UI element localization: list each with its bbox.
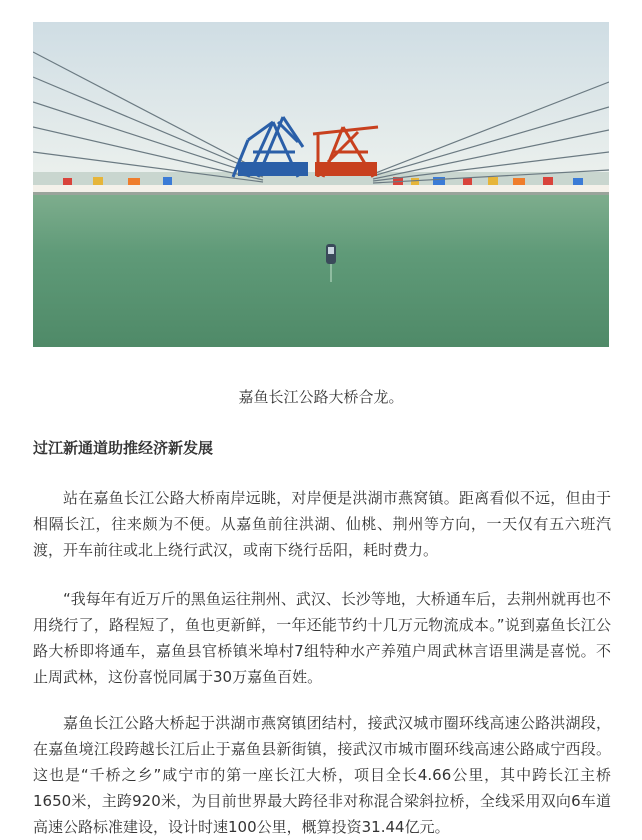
section-heading: 过江新通道助推经济新发展	[33, 439, 214, 457]
article-paragraph: 嘉鱼长江公路大桥起于洪湖市燕窝镇团结村，接武汉城市圈环线高速公路洪湖段，在嘉鱼境江段跨越长江后止于嘉鱼县新街镇，接武汉市城市圈环线高速公路咸宁西段。这也是“千桥之乡”咸宁市的第一座长江大桥，项目全长4.66公里，其中跨长江主桥1650米，主跨920米，为目前世界最大跨径非对称混合梁斜拉桥，全线采用双向6车道高速公路标准建设，设计时速100公里，概算投资31.44亿元。	[33, 714, 611, 836]
article-paragraph: “我每年有近万斤的黑鱼运往荆州、武汉、长沙等地，大桥通车后，去荆州就再也不用绕行了，路程短了，鱼也更新鲜，一年还能节约十几万元物流成本。”说到嘉鱼长江公路大桥即将通车，嘉鱼县官桥镇米埠村7组特种水产养殖户周武林言语里满是喜悦。不止周武林，这份喜悦同属于30万嘉鱼百姓。	[33, 590, 611, 686]
bridge-photo	[33, 22, 609, 347]
photo-caption: 嘉鱼长江公路大桥合龙。	[238, 388, 404, 406]
article-paragraph: 站在嘉鱼长江公路大桥南岸远眺，对岸便是洪湖市燕窝镇。距离看似不远，但由于相隔长江，往来颇为不便。从嘉鱼前往洪湖、仙桃、荆州等方向，一天仅有五六班汽渡，开车前往或北上绕行武汉，或南下绕行岳阳，耗时费力。	[33, 489, 611, 559]
